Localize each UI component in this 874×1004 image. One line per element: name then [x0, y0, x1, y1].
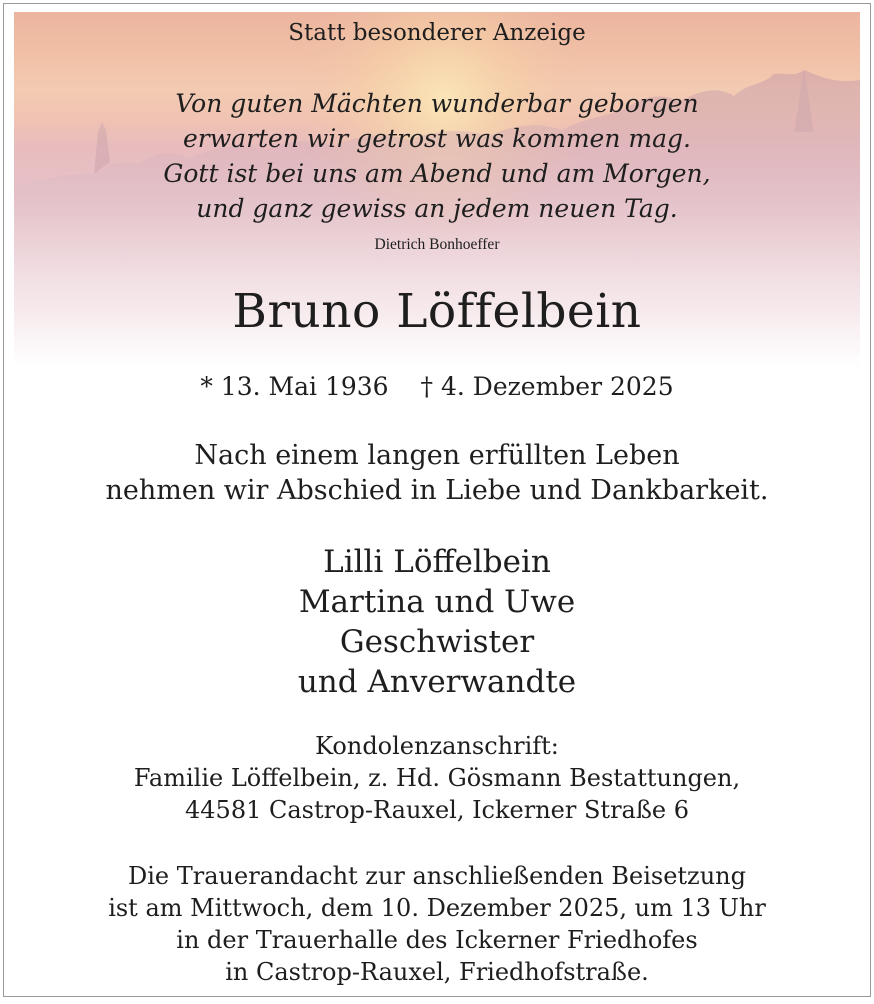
address-line: Kondolenzanschrift: — [315, 732, 559, 760]
notice-header: Statt besonderer Anzeige — [288, 20, 586, 46]
mourner-line: und Anverwandte — [297, 664, 577, 700]
death-date: † 4. Dezember 2025 — [420, 372, 674, 401]
life-dates — [4, 372, 870, 401]
service-line: ist am Mittwoch, dem 10. Dezember 2025, um 13 Uhr — [108, 894, 766, 922]
service-line: Die Trauerandacht zur anschließenden Beisetzung — [128, 862, 746, 890]
farewell-message — [4, 438, 870, 508]
obituary-notice — [4, 4, 870, 996]
poem-line: erwarten wir getrost was kommen mag. — [183, 124, 691, 153]
poem — [4, 86, 870, 226]
mourner-line: Martina und Uwe — [298, 584, 576, 620]
poem-line: Von guten Mächten wunderbar geborgen — [175, 89, 699, 118]
mourner-line: Geschwister — [339, 624, 535, 660]
address-line: Familie Löffelbein, z. Hd. Gösmann Bestattungen, — [133, 764, 741, 792]
message-line: Nach einem langen erfüllten Leben — [194, 440, 680, 471]
mourner-line: Lilli Löffelbein — [323, 544, 551, 580]
mourners-list — [4, 542, 870, 702]
birth-date: * 13. Mai 1936 — [200, 372, 389, 401]
deceased-name: Bruno Löffelbein — [232, 284, 642, 339]
address-line: 44581 Castrop-Rauxel, Ickerner Straße 6 — [185, 796, 689, 824]
service-line: in Castrop-Rauxel, Friedhofstraße. — [225, 958, 649, 986]
poem-author: Dietrich Bonhoeffer — [374, 236, 500, 253]
service-details — [4, 860, 870, 988]
message-line: nehmen wir Abschied in Liebe und Dankbarkeit. — [105, 475, 769, 506]
poem-line: und ganz gewiss an jedem neuen Tag. — [196, 194, 678, 223]
service-line: in der Trauerhalle des Ickerner Friedhofes — [176, 926, 698, 954]
poem-line: Gott ist bei uns am Abend und am Morgen, — [163, 159, 711, 188]
condolence-address — [4, 730, 870, 826]
